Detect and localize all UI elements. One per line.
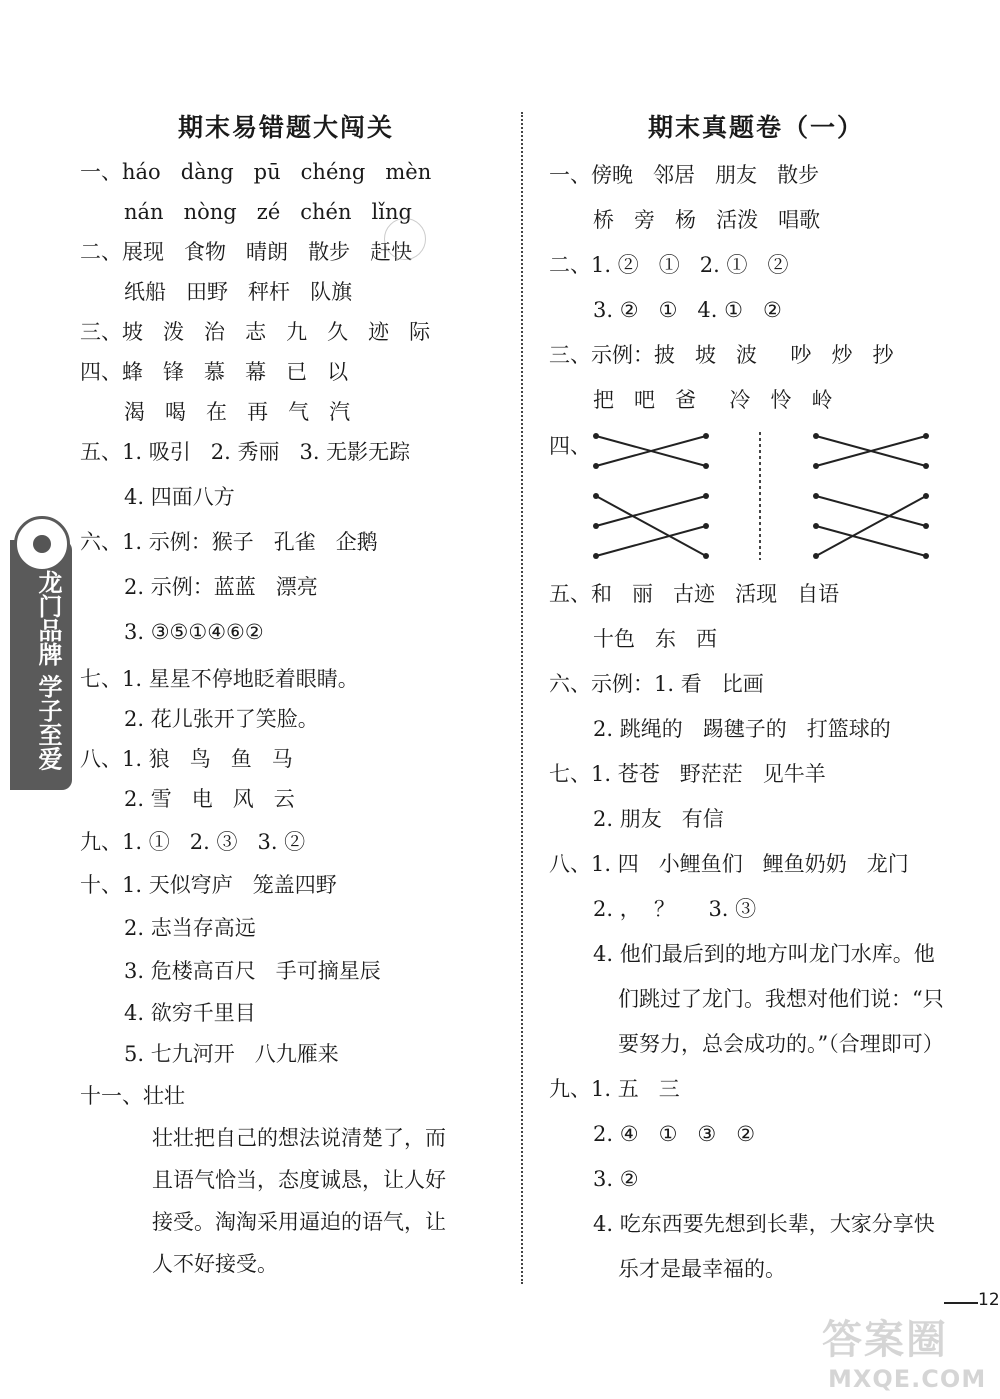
left-line: 五、1. 吸引 2. 秀丽 3. 无影无踪 <box>80 440 411 464</box>
right-line: 2. 朋友 有信 <box>593 807 724 831</box>
left-line: 六、1. 示例：猴子 孔雀 企鹅 <box>80 530 378 554</box>
left-line: 渴 喝 在 再 气 汽 <box>124 400 351 424</box>
left-line: 5. 七九河开 八九雁来 <box>124 1042 339 1066</box>
right-line: 九、1. 五 三 <box>549 1077 680 1101</box>
left-line: 十、1. 天似穹庐 笼盖四野 <box>80 873 337 897</box>
left-line: 三、坡 泼 治 志 九 久 迹 际 <box>80 320 431 344</box>
left-line: 3. ③⑤①④⑥② <box>124 620 264 644</box>
left-line: 二、展现 食物 晴朗 散步 赶快 <box>80 240 413 264</box>
left-line: 4. 四面八方 <box>124 485 235 509</box>
right-line: 七、1. 苍苍 野茫茫 见牛羊 <box>549 762 826 786</box>
right-line: 们跳过了龙门。我想对他们说：“只 <box>618 987 944 1011</box>
right-line: 要努力，总会成功的。”（合理即可） <box>618 1032 944 1056</box>
right-line: 二、1. ② ① 2. ① ② <box>549 253 789 277</box>
right-line: 4. 吃东西要先想到长辈，大家分享快 <box>593 1212 935 1236</box>
right-line: 一、傍晚 邻居 朋友 散步 <box>549 163 820 187</box>
left-line: 人不好接受。 <box>152 1252 278 1276</box>
left-line: nán nòng zé chén lǐng <box>124 200 412 224</box>
right-line: 乐才是最幸福的。 <box>618 1257 786 1281</box>
left-line: 一、háo dàng pū chéng mèn <box>80 160 432 184</box>
right-line: 4. 他们最后到的地方叫龙门水库。他 <box>593 942 935 966</box>
right-line: 2. ④ ① ③ ② <box>593 1122 756 1146</box>
page-number-rule <box>944 1302 978 1304</box>
left-line: 4. 欲穷千里目 <box>124 1001 256 1025</box>
right-line: 2. 跳绳的 踢毽子的 打篮球的 <box>593 717 891 741</box>
side-brand-text: 龙门品牌 学子至爱 <box>34 570 62 771</box>
left-title: 期末易错题大闯关 <box>178 113 395 142</box>
right-line: 五、和 丽 古迹 活现 自语 <box>549 582 840 606</box>
left-line: 3. 危楼高百尺 手可摘星辰 <box>124 959 381 983</box>
page-number: 12 <box>978 1290 1000 1310</box>
side-tab-circle-icon <box>14 516 70 572</box>
left-line: 四、蜂 锋 慕 幕 已 以 <box>80 360 349 384</box>
right-line: 3. ② ① 4. ① ② <box>593 298 782 322</box>
left-line: 2. 雪 电 风 云 <box>124 787 295 811</box>
right-line: 把 吧 爸 冷 怜 岭 <box>593 388 833 412</box>
left-line: 九、1. ① 2. ③ 3. ② <box>80 830 306 854</box>
right-line: 三、示例：披 坡 波 吵 炒 抄 <box>549 343 894 367</box>
left-line: 接受。淘淘采用逼迫的语气，让 <box>152 1210 446 1234</box>
watermark-logo <box>822 1308 994 1393</box>
left-line: 且语气恰当，态度诚恳，让人好 <box>152 1168 446 1192</box>
right-line: 2. ， ？ 3. ③ <box>593 897 757 921</box>
right-line: 桥 旁 杨 活泼 唱歌 <box>593 208 821 232</box>
stamp-mark <box>384 218 426 260</box>
right-line: 八、1. 四 小鲤鱼们 鲤鱼奶奶 龙门 <box>549 852 909 876</box>
left-line: 十一、壮壮 <box>80 1084 185 1108</box>
right-line: 六、示例：1. 看 比画 <box>549 672 764 696</box>
left-line: 壮壮把自己的想法说清楚了，而 <box>152 1126 446 1150</box>
right-line: 十色 东 西 <box>593 627 718 651</box>
left-line: 2. 志当存高远 <box>124 916 256 940</box>
left-line: 七、1. 星星不停地眨着眼睛。 <box>80 667 359 691</box>
matching-diagram <box>590 428 930 562</box>
left-line: 纸船 田野 秤杆 队旗 <box>124 280 353 304</box>
right-line: 3. ② <box>593 1167 639 1191</box>
watermark-line2: MXQE.COM <box>828 1365 987 1393</box>
left-line: 2. 花儿张开了笑脸。 <box>124 707 319 731</box>
right-line: 四、 <box>549 434 591 458</box>
left-line: 2. 示例：蓝蓝 漂亮 <box>124 575 318 599</box>
right-title: 期末真题卷（一） <box>648 113 865 142</box>
column-divider <box>521 112 523 1284</box>
watermark-line1: 答案圈 <box>822 1317 948 1363</box>
left-line: 八、1. 狼 鸟 鱼 马 <box>80 747 293 771</box>
